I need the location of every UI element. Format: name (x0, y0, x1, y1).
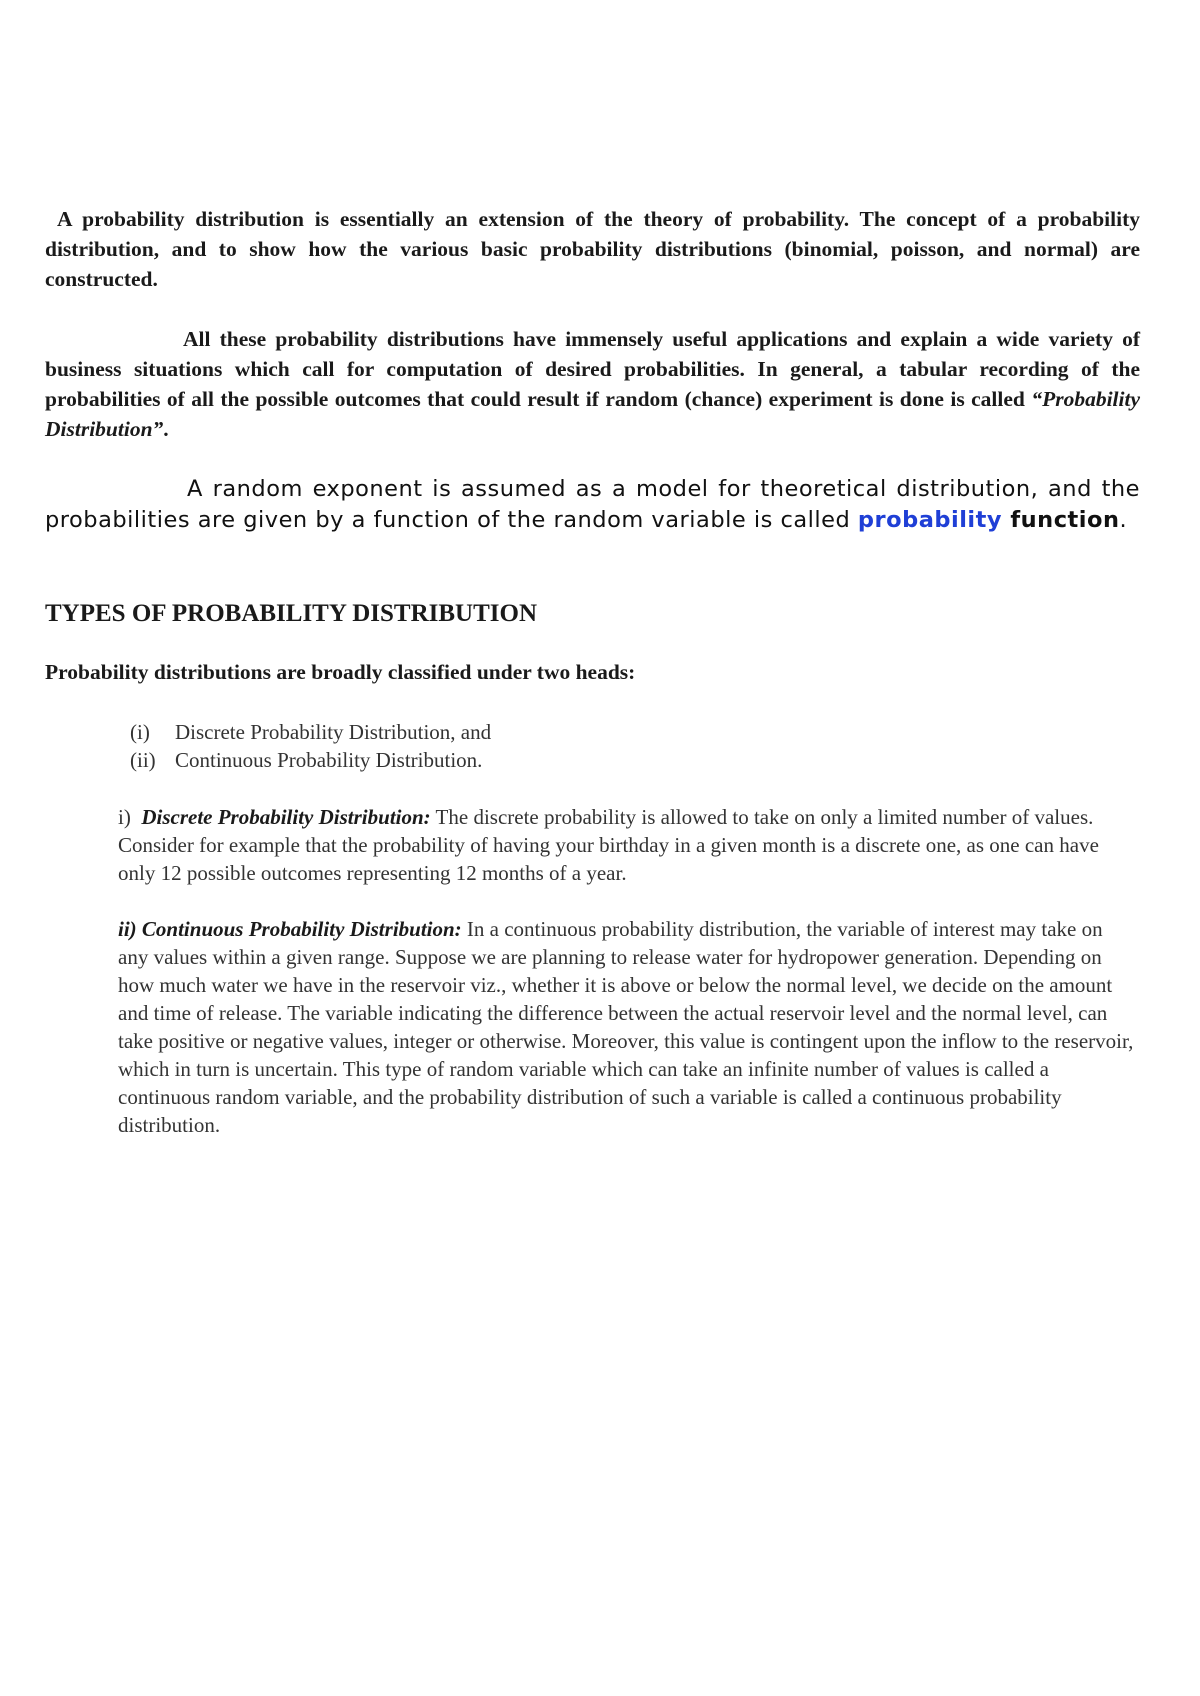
discrete-prefix: i) (118, 805, 131, 829)
intro-paragraph-text: A probability distribution is essentially an extension of the theory of probability. The concept of a probability distribution, and to show how the various basic probability distributions (binomial, poisson, and normal) are constructed. (45, 207, 1140, 291)
list-item-number: (ii) (130, 748, 156, 772)
function-word: function (1002, 507, 1120, 533)
list-item (130, 718, 491, 746)
applications-paragraph-end: . (163, 417, 169, 441)
probability-function-end: . (1119, 507, 1128, 533)
applications-paragraph-text: All these probability distributions have immensely useful applications and explain a wide variety of business situations which call for computation of desired probabilities. In general, a tabular recording of the probabilities of all the possible outcomes that could result if random (chance) experiment is done is called (45, 327, 1140, 411)
list-item (130, 746, 491, 774)
probability-distribution-emphasis: “Probability Distribution” (45, 387, 1140, 441)
distribution-types-list (130, 718, 491, 774)
probability-function-text: A random exponent is assumed as a model for theoretical distribution, and the probabilities are given by a function of the random variable is called (45, 476, 1140, 533)
section-heading: TYPES OF PROBABILITY DISTRIBUTION (45, 600, 538, 627)
probability-highlight: probability (857, 507, 1003, 533)
discrete-text: The discrete probability is allowed to take on only a limited number of values. Consider for example that the probability of having your birthday in a given month is a discrete one, as one can have only 12 possible outcomes representing 12 months of a year. (118, 805, 1099, 885)
continuous-definition (118, 915, 1138, 1139)
list-item-text: Discrete Probability Distribution, and (175, 720, 492, 744)
list-item-text: Continuous Probability Distribution. (175, 748, 483, 772)
classification-intro: Probability distributions are broadly classified under two heads: (45, 660, 636, 684)
intro-paragraph (45, 204, 1140, 294)
discrete-definition (118, 803, 1138, 887)
probability-function-paragraph (45, 474, 1140, 536)
continuous-term: ii) Continuous Probability Distribution: (118, 917, 462, 941)
continuous-text: In a continuous probability distribution, the variable of interest may take on any values within a given range. Suppose we are planning to release water for hydropower generation. Depending on how much water we have in the reservoir viz., whether it is above or below the normal level, we decide on the amount and time of release. The variable indicating the difference between the actual reservoir level and the normal level, can take positive or negative values, integer or otherwise. Moreover, this value is contingent upon the inflow to the reservoir, which in turn is uncertain. This type of random variable which can take an infinite number of values is called a continuous random variable, and the probability distribution of such a variable is called a continuous probability distribution. (118, 917, 1134, 1137)
list-item-number: (i) (130, 720, 150, 744)
applications-paragraph (45, 324, 1140, 444)
discrete-term: Discrete Probability Distribution: (141, 805, 431, 829)
